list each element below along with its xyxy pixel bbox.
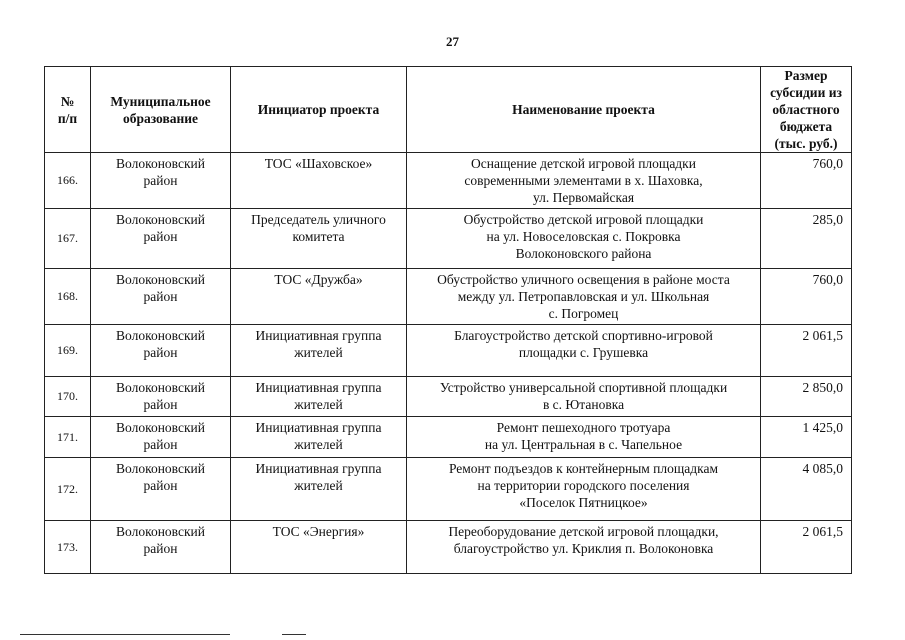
table-row bbox=[45, 269, 852, 325]
header-municipality: Муниципальное образование bbox=[91, 67, 231, 153]
row-project: Благоустройство детской спортивно-игровой площадки с. Грушевка bbox=[407, 325, 761, 377]
table-row bbox=[45, 417, 852, 458]
row-initiator: ТОС «Дружба» bbox=[231, 269, 407, 325]
row-initiator: Председатель уличного комитета bbox=[231, 209, 407, 269]
row-number: 170. bbox=[45, 377, 91, 417]
table-row bbox=[45, 153, 852, 209]
row-number: 166. bbox=[45, 153, 91, 209]
scan-edge-line-mid bbox=[282, 634, 306, 635]
header-number: № п/п bbox=[45, 67, 91, 153]
row-amount: 760,0 bbox=[761, 269, 852, 325]
row-project: Оснащение детской игровой площадки современными элементами в х. Шаховка, ул. Первомайская bbox=[407, 153, 761, 209]
row-initiator: Инициативная группа жителей bbox=[231, 458, 407, 521]
header-project-name: Наименование проекта bbox=[407, 67, 761, 153]
row-amount: 2 061,5 bbox=[761, 521, 852, 574]
row-amount: 2 850,0 bbox=[761, 377, 852, 417]
row-initiator: Инициативная группа жителей bbox=[231, 325, 407, 377]
table-row bbox=[45, 521, 852, 574]
row-municipality: Волоконовский район bbox=[91, 153, 231, 209]
row-project: Ремонт пешеходного тротуара на ул. Центральная в с. Чапельное bbox=[407, 417, 761, 458]
table-row bbox=[45, 458, 852, 521]
row-number: 167. bbox=[45, 209, 91, 269]
header-subsidy-amount: Размер субсидии из областного бюджета (тыс. руб.) bbox=[761, 67, 852, 153]
row-municipality: Волоконовский район bbox=[91, 269, 231, 325]
row-amount: 1 425,0 bbox=[761, 417, 852, 458]
row-project: Обустройство детской игровой площадки на ул. Новоселовская с. Покровка Волоконовского района bbox=[407, 209, 761, 269]
row-amount: 4 085,0 bbox=[761, 458, 852, 521]
row-initiator: ТОС «Шаховское» bbox=[231, 153, 407, 209]
row-project: Переоборудование детской игровой площадки, благоустройство ул. Криклия п. Волоконовка bbox=[407, 521, 761, 574]
row-initiator: Инициативная группа жителей bbox=[231, 377, 407, 417]
table-row bbox=[45, 377, 852, 417]
row-project: Ремонт подъездов к контейнерным площадкам на территории городского поселения «Поселок Пятницкое» bbox=[407, 458, 761, 521]
subsidy-table bbox=[44, 66, 852, 574]
row-number: 173. bbox=[45, 521, 91, 574]
table-row bbox=[45, 209, 852, 269]
row-number: 172. bbox=[45, 458, 91, 521]
table-row bbox=[45, 325, 852, 377]
row-number: 171. bbox=[45, 417, 91, 458]
row-municipality: Волоконовский район bbox=[91, 417, 231, 458]
row-project: Обустройство уличного освещения в районе моста между ул. Петропавловская и ул. Школьная с. Погромец bbox=[407, 269, 761, 325]
row-initiator: Инициативная группа жителей bbox=[231, 417, 407, 458]
row-municipality: Волоконовский район bbox=[91, 209, 231, 269]
row-number: 169. bbox=[45, 325, 91, 377]
row-municipality: Волоконовский район bbox=[91, 377, 231, 417]
row-municipality: Волоконовский район bbox=[91, 325, 231, 377]
scan-edge-line-left bbox=[20, 634, 230, 635]
row-municipality: Волоконовский район bbox=[91, 458, 231, 521]
page-number: 27 bbox=[446, 34, 459, 49]
table-header-row bbox=[45, 67, 852, 153]
row-amount: 760,0 bbox=[761, 153, 852, 209]
row-amount: 285,0 bbox=[761, 209, 852, 269]
row-municipality: Волоконовский район bbox=[91, 521, 231, 574]
row-initiator: ТОС «Энергия» bbox=[231, 521, 407, 574]
header-initiator: Инициатор проекта bbox=[231, 67, 407, 153]
row-project: Устройство универсальной спортивной площадки в с. Ютановка bbox=[407, 377, 761, 417]
row-number: 168. bbox=[45, 269, 91, 325]
row-amount: 2 061,5 bbox=[761, 325, 852, 377]
